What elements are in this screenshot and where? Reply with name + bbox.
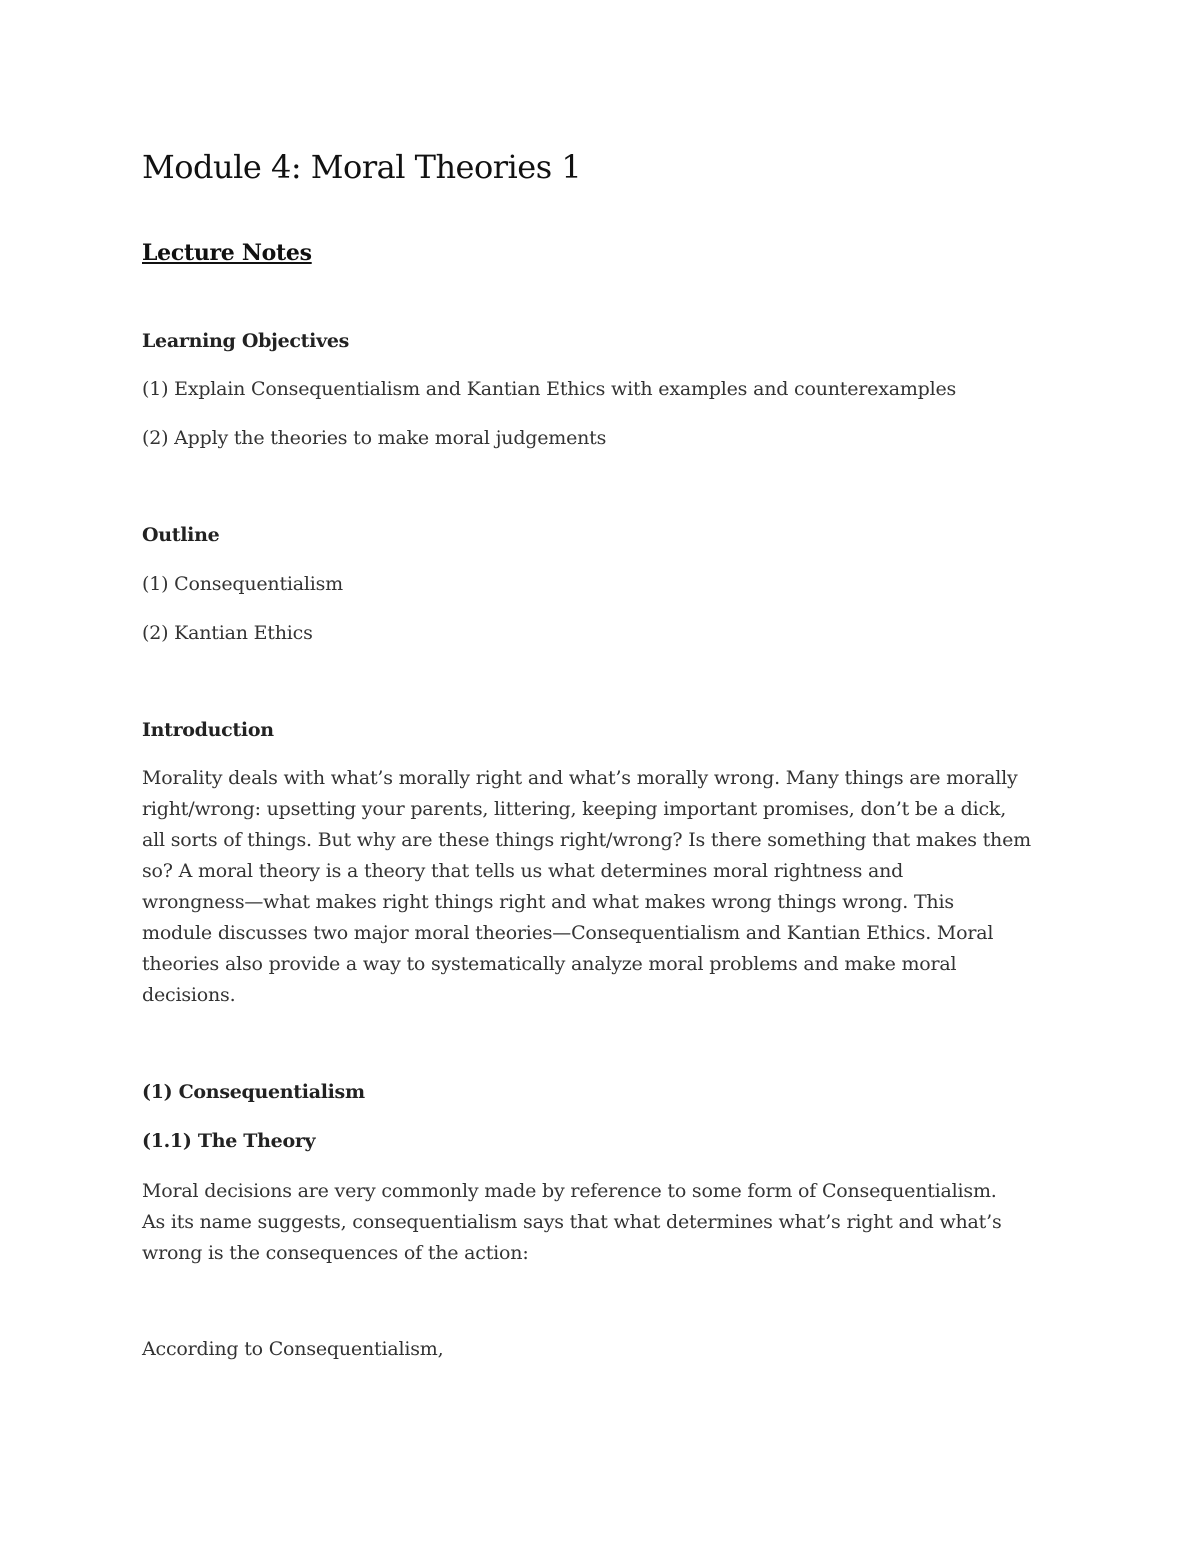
introduction-heading: Introduction [142,719,274,741]
introduction-line: so? A moral theory is a theory that tells us what determines moral rightness and [142,860,904,882]
outline-item-1: (1) Consequentialism [142,573,344,595]
document-title: Module 4: Moral Theories 1 [142,148,582,186]
outline-heading: Outline [142,524,220,546]
outline-item-2: (2) Kantian Ethics [142,622,313,644]
learning-objectives-heading: Learning Objectives [142,330,350,352]
section-consequentialism-heading: (1) Consequentialism [142,1081,365,1103]
theory-line: As its name suggests, consequentialism says that what determines what’s right and what’s [142,1211,1002,1233]
objective-item-1: (1) Explain Consequentialism and Kantian Ethics with examples and counterexamples [142,378,957,400]
lecture-notes-heading: Lecture Notes [142,240,312,266]
subsection-theory-heading: (1.1) The Theory [142,1130,316,1152]
theory-line: wrong is the consequences of the action: [142,1242,529,1264]
objective-item-2: (2) Apply the theories to make moral judgements [142,427,607,449]
introduction-line: module discusses two major moral theories—Consequentialism and Kantian Ethics. Moral [142,922,994,944]
introduction-line: theories also provide a way to systematically analyze moral problems and make moral [142,953,957,975]
introduction-line: all sorts of things. But why are these things right/wrong? Is there something that makes them [142,829,1031,851]
theory-paragraph [142,1176,1082,1269]
introduction-line: decisions. [142,984,236,1006]
introduction-paragraph [142,763,1082,1011]
introduction-line: right/wrong: upsetting your parents, littering, keeping important promises, don’t be a dick, [142,798,1007,820]
according-to-line: According to Consequentialism, [142,1338,444,1360]
introduction-line: wrongness—what makes right things right and what makes wrong things wrong. This [142,891,954,913]
introduction-line: Morality deals with what’s morally right and what’s morally wrong. Many things are morally [142,767,1018,789]
theory-line: Moral decisions are very commonly made by reference to some form of Consequentialism. [142,1180,997,1202]
